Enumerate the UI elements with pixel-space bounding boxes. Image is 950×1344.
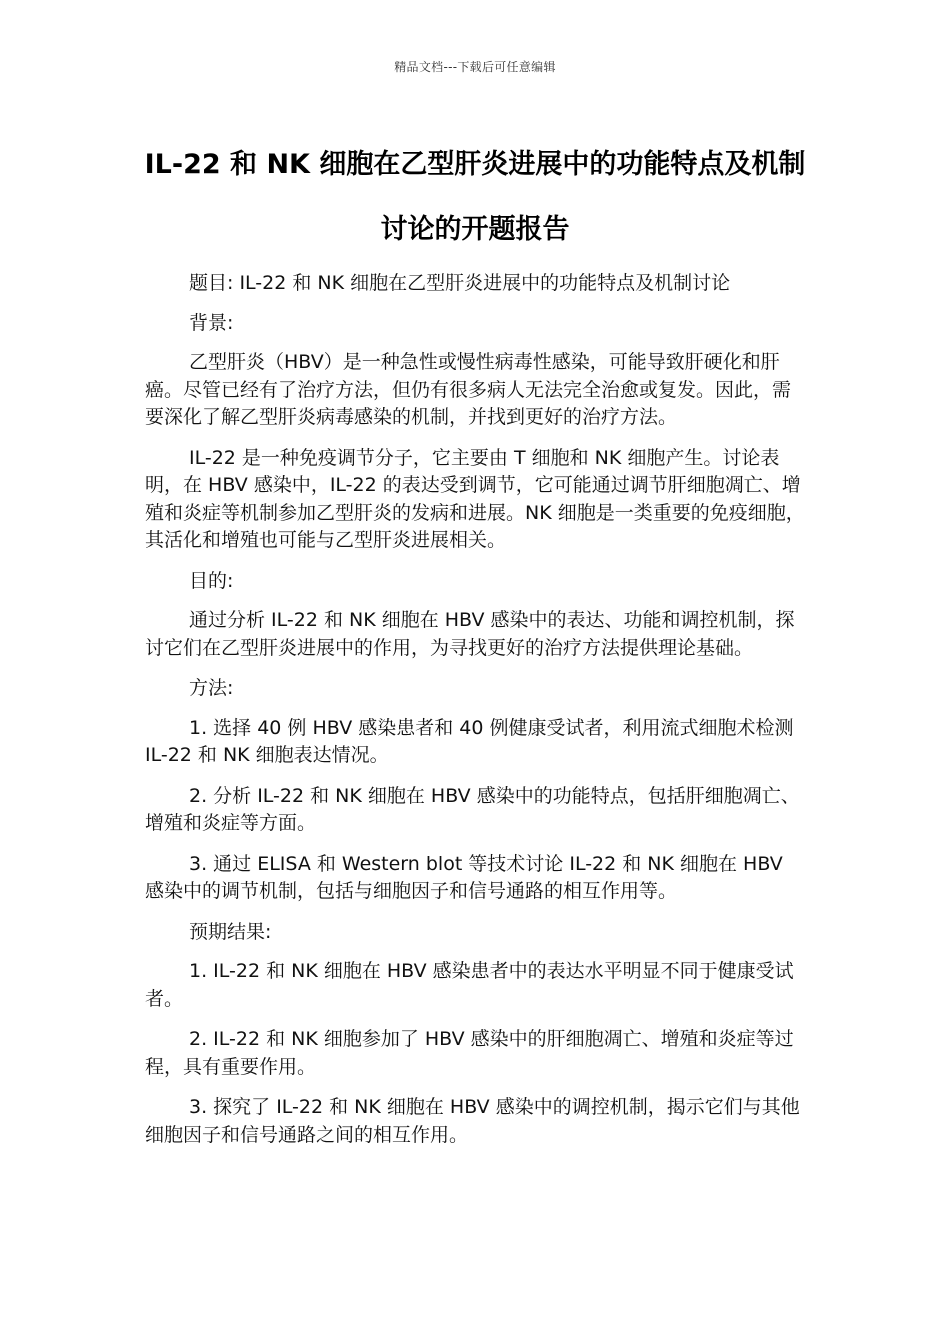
objective-paragraph: 通过分析 IL-22 和 NK 细胞在 HBV 感染中的表达、功能和调控机制，探讨它们在乙型肝炎进展中的作用，为寻找更好的治疗方法提供理论基础。 [145, 609, 795, 659]
topic-line: 题目: IL-22 和 NK 细胞在乙型肝炎进展中的功能特点及机制讨论 [189, 272, 731, 294]
method-item: 1. 选择 40 例 HBV 感染患者和 40 例健康受试者，利用流式细胞术检测 IL-22 和 NK 细胞表达情况。 [145, 716, 794, 766]
background-heading: 背景: [189, 311, 234, 334]
methods-heading: 方法: [189, 677, 234, 699]
background-paragraph: IL-22 是一种免疫调节分子，它主要由 T 细胞和 NK 细胞产生。讨论表明，在 HBV 感染中，IL-22 的表达受到调节，它可能通过调节肝细胞凋亡、增殖和炎症等机制参加乙型肝炎的发病和进展。NK 细胞是一类重要的免疫细胞，其活化和增殖也可能与乙型肝炎进展相关。 [145, 446, 805, 551]
result-item: 1. IL-22 和 NK 细胞在 HBV 感染患者中的表达水平明显不同于健康受试者。 [145, 960, 794, 1010]
method-item: 3. 通过 ELISA 和 Western blot 等技术讨论 IL-22 和 NK 细胞在 HBV 感染中的调节机制，包括与细胞因子和信号通路的相互作用等。 [145, 852, 783, 902]
result-item: 3. 探究了 IL-22 和 NK 细胞在 HBV 感染中的调控机制，揭示它们与其他细胞因子和信号通路之间的相互作用。 [145, 1096, 800, 1146]
results-heading: 预期结果: [189, 920, 272, 943]
objective-heading: 目的: [189, 569, 234, 592]
background-paragraph: 乙型肝炎（HBV）是一种急性或慢性病毒性感染，可能导致肝硬化和肝癌。尽管已经有了治疗方法，但仍有很多病人无法完全治愈或复发。因此，需要深化了解乙型肝炎病毒感染的机制，并找到更好的治疗方法。 [145, 351, 792, 428]
method-item: 2. 分析 IL-22 和 NK 细胞在 HBV 感染中的功能特点，包括肝细胞凋亡、增殖和炎症等方面。 [145, 784, 800, 834]
page-header-note: 精品文档---下载后可任意编辑 [394, 60, 556, 74]
document-body [145, 270, 805, 1162]
result-item: 2. IL-22 和 NK 细胞参加了 HBV 感染中的肝细胞凋亡、增殖和炎症等过程，具有重要作用。 [145, 1028, 794, 1078]
document-title: IL-22 和 NK 细胞在乙型肝炎进展中的功能特点及机制讨论的开题报告 [144, 149, 806, 245]
